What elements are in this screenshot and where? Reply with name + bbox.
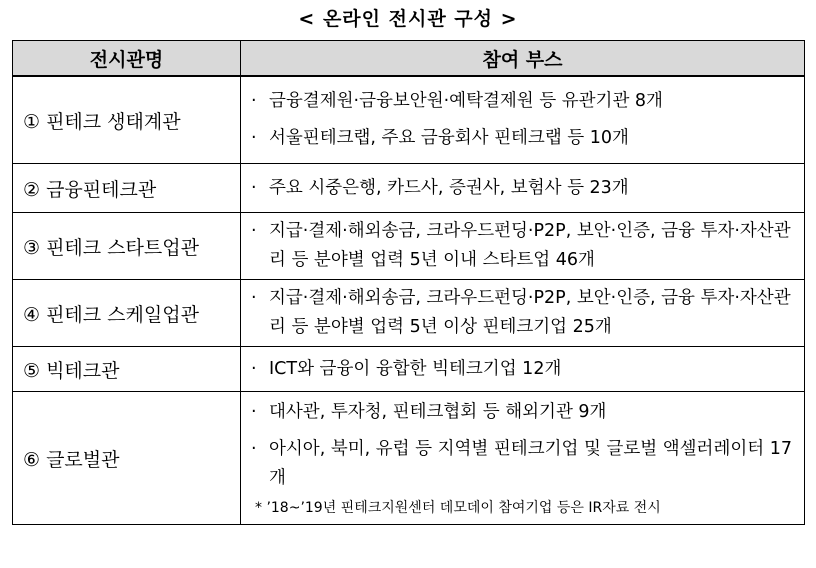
bullet-marker: ·: [251, 177, 257, 198]
exhibit-name: ② 금융핀테크관: [13, 164, 241, 213]
bullet-marker: ·: [251, 221, 257, 241]
table-row: [13, 213, 805, 280]
list-item-text: 아시아, 북미, 유럽 등 지역별 핀테크기업 및 글로벌 액셀러레이터 17개: [269, 438, 792, 488]
booth-list: [241, 76, 805, 164]
bullet-marker: ·: [251, 401, 257, 422]
list-item: [251, 398, 798, 427]
list-item: [251, 87, 798, 116]
footnote: * ’18~’19년 핀테크지원센터 데모데이 참여기업 등은 IR자료 전시: [255, 499, 661, 516]
booth-list: [241, 164, 805, 213]
header-exhibit-name: 전시관명: [13, 41, 241, 77]
table-row: [13, 164, 805, 213]
list-item: [251, 124, 798, 153]
bullet-marker: ·: [251, 288, 257, 308]
list-item: [251, 174, 798, 203]
exhibit-name: ① 핀테크 생태계관: [13, 76, 241, 164]
booth-list: [241, 392, 805, 525]
header-participating-booths: 참여 부스: [241, 41, 805, 77]
exhibit-name: ⑤ 빅테크관: [13, 347, 241, 392]
list-item: [251, 355, 798, 384]
table-row: [13, 347, 805, 392]
booth-list: [241, 347, 805, 392]
list-item-text: 주요 시중은행, 카드사, 증권사, 보험사 등 23개: [269, 177, 629, 198]
bullet-marker: ·: [251, 438, 257, 459]
table-row: [13, 392, 805, 525]
bullet-marker: ·: [251, 358, 257, 379]
list-item: [251, 435, 798, 493]
booth-list: [241, 280, 805, 347]
list-item-text: 지급·결제·해외송금, 크라우드펀딩·P2P, 보안·인증, 금융 투자·자산관리 등 분야별 업력 5년 이상 핀테크기업 25개: [269, 288, 791, 337]
booth-list: [241, 213, 805, 280]
list-item-text: 서울핀테크랩, 주요 금융회사 핀테크랩 등 10개: [269, 128, 629, 148]
exhibit-name: ⑥ 글로벌관: [13, 392, 241, 525]
list-item-text: 지급·결제·해외송금, 크라우드펀딩·P2P, 보안·인증, 금융 투자·자산관리 등 분야별 업력 5년 이내 스타트업 46개: [269, 221, 791, 270]
table-row: [13, 280, 805, 347]
bullet-marker: ·: [251, 128, 257, 148]
table-header-row: [13, 41, 805, 77]
page-title: < 온라인 전시관 구성 >: [298, 8, 518, 30]
list-item-text: ICT와 금융이 융합한 빅테크기업 12개: [269, 358, 562, 379]
exhibit-name: ④ 핀테크 스케일업관: [13, 280, 241, 347]
exhibit-table: [12, 40, 805, 525]
list-item-text: 대사관, 투자청, 핀테크협회 등 해외기관 9개: [269, 401, 607, 422]
exhibit-name: ③ 핀테크 스타트업관: [13, 213, 241, 280]
bullet-marker: ·: [251, 91, 257, 111]
table-row: [13, 76, 805, 164]
list-item: [251, 217, 798, 275]
list-item: [251, 284, 798, 342]
list-item-text: 금융결제원·금융보안원·예탁결제원 등 유관기관 8개: [269, 91, 663, 111]
